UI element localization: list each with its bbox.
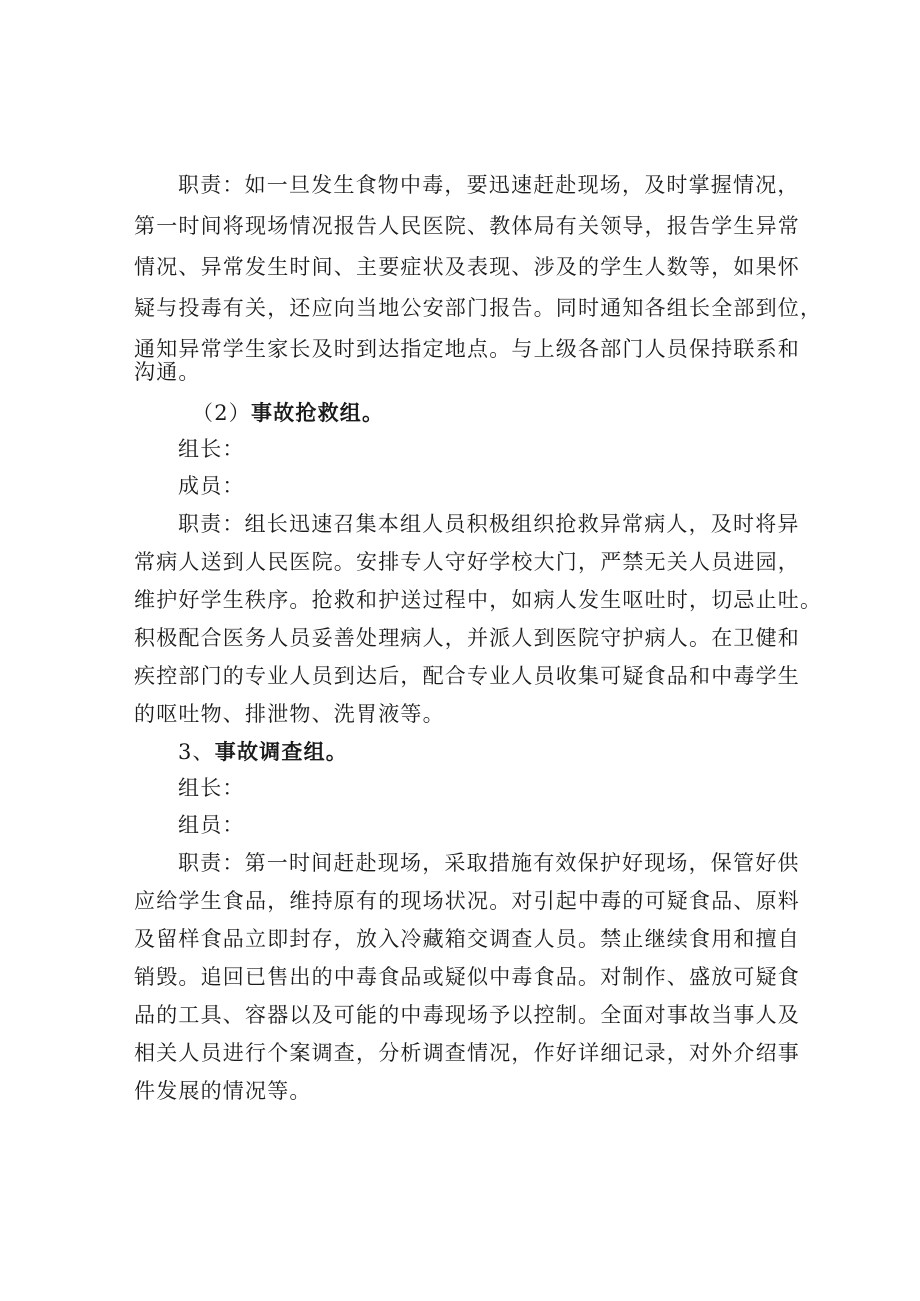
paragraph-line: 情况、异常发生时间、主要症状及表现、涉及的学生人数等，如果怀 [134, 255, 800, 279]
paragraph-line: 积极配合医务人员妥善处理病人，并派人到医院守护病人。在卫健和 [134, 626, 800, 650]
paragraph-line: 相关人员进行个案调查，分析调查情况，作好详细记录，对外介绍事 [134, 1041, 800, 1065]
heading-text: 事故抢救组。 [250, 400, 385, 425]
paragraph-line: 沟通。 [134, 360, 201, 384]
paragraph-line: 第一时间将现场情况报告人民医院、教体局有关领导，报告学生异常 [134, 214, 800, 238]
section-heading-investigation [0, 732, 920, 772]
paragraph-line: 职责：如一旦发生食物中毒，要迅速赶赴现场，及时掌握情况， [178, 173, 800, 197]
paragraph-line: 的呕吐物、排泄物、洗胃液等。 [134, 702, 445, 726]
paragraph-line: 应给学生食品，维持原有的现场状况。对引起中毒的可疑食品、原料 [134, 889, 800, 913]
heading-prefix: （2） [192, 401, 251, 425]
paragraph-line: 疾控部门的专业人员到达后，配合专业人员收集可疑食品和中毒学生 [134, 664, 800, 688]
paragraph-line: 职责：组长迅速召集本组人员积极组织抢救异常病人，及时将异 [178, 512, 800, 536]
investigation-members-label: 组员： [178, 813, 245, 837]
heading-text: 事故调查组。 [214, 739, 348, 764]
rescue-members-label: 成员： [178, 474, 245, 498]
paragraph-line: 品的工具、容器以及可能的中毒现场予以控制。全面对事故当事人及 [134, 1003, 800, 1027]
investigation-leader-label: 组长： [178, 776, 245, 800]
paragraph-line: 及留样食品立即封存，放入冷藏箱交调查人员。禁止继续食用和擅自 [134, 927, 800, 951]
paragraph-line: 通知异常学生家长及时到达指定地点。与上级各部门人员保持联系和 [134, 337, 800, 361]
paragraph-line: 常病人送到人民医院。安排专人守好学校大门，严禁无关人员进园， [134, 550, 800, 574]
rescue-leader-label: 组长： [178, 437, 245, 461]
section-heading-rescue [0, 393, 920, 433]
paragraph-line: 件发展的情况等。 [134, 1079, 312, 1103]
paragraph-line: 销毁。追回已售出的中毒食品或疑似中毒食品。对制作、盛放可疑食 [134, 965, 800, 989]
paragraph-line: 维护好学生秩序。抢救和护送过程中，如病人发生呕吐时，切忌止吐。 [134, 588, 823, 612]
paragraph-line: 职责：第一时间赶赴现场，采取措施有效保护好现场，保管好供 [178, 851, 800, 875]
heading-prefix: 3、 [178, 740, 215, 764]
paragraph-line: 疑与投毒有关，还应向当地公安部门报告。同时通知各组长全部到位， [134, 296, 823, 320]
